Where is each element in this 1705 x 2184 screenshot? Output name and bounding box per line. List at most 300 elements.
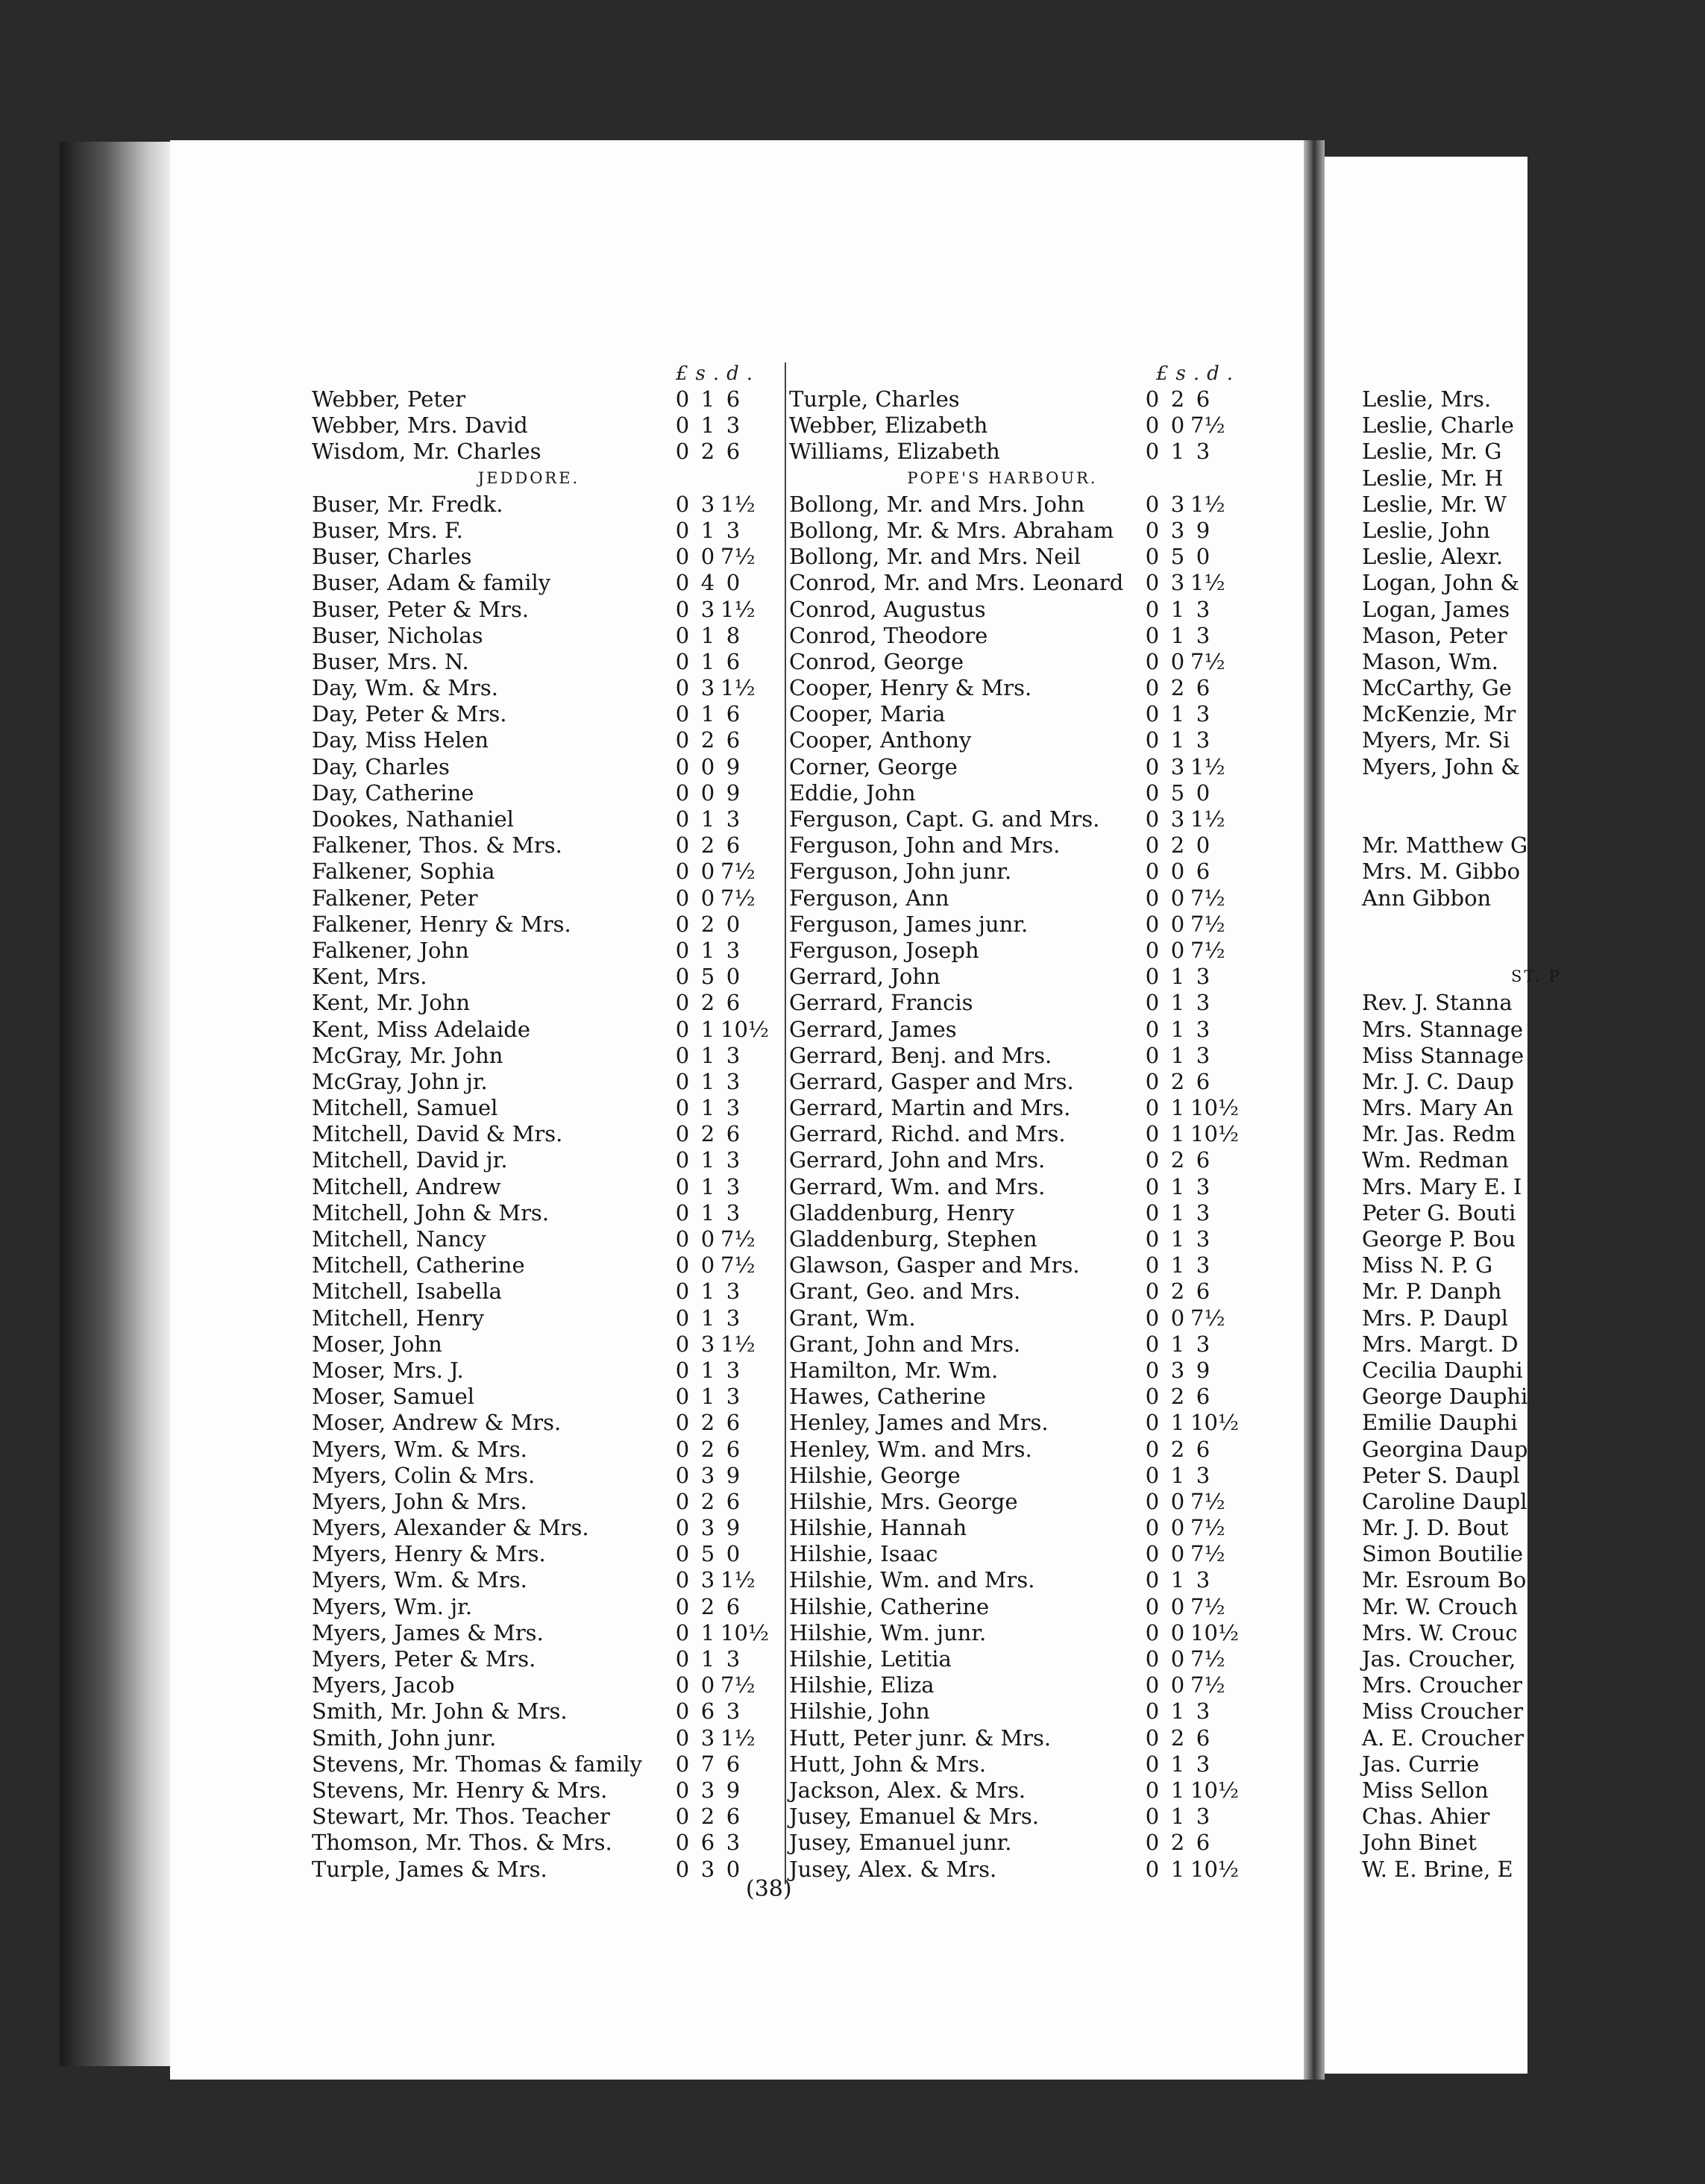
subscription-amount	[670, 1147, 746, 1173]
shillings-value: 2	[1170, 1278, 1185, 1305]
subscriber-name: McKenzie, Mr	[1362, 701, 1516, 727]
subscriber-name: Leslie, John	[1362, 517, 1490, 543]
pence-value: 10½	[1190, 1095, 1240, 1121]
subscriber-row	[312, 1857, 746, 1883]
subscriber-name: Hilshie, Catherine	[789, 1593, 990, 1619]
subscriber-row	[789, 1358, 1216, 1384]
subscriber-name: Turple, Charles	[789, 386, 960, 412]
subscription-amount	[1140, 675, 1216, 701]
pence-value: 6	[1196, 1830, 1211, 1856]
subscription-amount	[1140, 990, 1216, 1016]
subscriber-name: Cooper, Anthony	[789, 727, 972, 753]
pounds-value: 0	[675, 596, 690, 622]
subscriber-name: Mitchell, Nancy	[312, 1226, 486, 1252]
subscriber-row	[789, 1777, 1240, 1804]
pounds-value: 0	[675, 1410, 690, 1436]
subscriber-name: Leslie, Mr. W	[1362, 491, 1507, 517]
pounds-value: 0	[1145, 701, 1160, 727]
shillings-value: 1	[1170, 1199, 1185, 1226]
pounds-value: 0	[1145, 517, 1160, 543]
subscriber-row	[789, 412, 1225, 439]
subscriber-row	[789, 1619, 1240, 1646]
pounds-value: 0	[675, 491, 690, 517]
subscription-amount	[670, 1646, 746, 1672]
subscription-amount	[1140, 1331, 1216, 1358]
subscription-amount	[670, 1069, 746, 1095]
subscriber-row	[312, 1489, 746, 1515]
subscription-amount	[670, 1725, 756, 1751]
subscription-amount	[1140, 1252, 1216, 1278]
subscription-amount	[1140, 1121, 1240, 1147]
pence-value: 10½	[720, 1016, 770, 1042]
subscriber-row	[789, 1593, 1225, 1620]
pounds-value: 0	[675, 1331, 690, 1357]
pence-value: 7½	[1190, 648, 1225, 674]
pence-value: 3	[1196, 1252, 1211, 1278]
pence-value: 6	[1196, 859, 1211, 885]
shillings-value: 2	[1170, 386, 1185, 412]
pence-value: 3	[726, 1173, 741, 1199]
shillings-value: 1	[700, 648, 715, 674]
pounds-value: 0	[1145, 1173, 1160, 1199]
pence-value: 0	[1196, 544, 1211, 570]
shillings-value: 2	[700, 832, 715, 859]
pence-value: 1½	[720, 1331, 756, 1357]
pence-value: 1½	[1190, 753, 1225, 779]
shillings-value: 2	[700, 1488, 715, 1514]
pounds-value: 0	[1145, 596, 1160, 622]
pounds-value: 0	[675, 964, 690, 990]
subscriber-row	[789, 1200, 1216, 1226]
subscription-amount	[670, 832, 746, 859]
subscription-amount	[670, 1016, 770, 1043]
subscription-amount	[670, 439, 746, 465]
subscriber-name: Hilshie, Eliza	[789, 1672, 935, 1698]
subscriber-name: Mitchell, Isabella	[312, 1278, 502, 1305]
pounds-value: 0	[675, 1305, 690, 1331]
subscription-amount	[1140, 491, 1225, 518]
subscription-amount	[670, 1331, 756, 1358]
subscriber-row	[789, 859, 1216, 885]
subscriber-name: Jusey, Alex. & Mrs.	[789, 1856, 997, 1882]
subscriber-row	[312, 412, 746, 439]
subscriber-name: Rev. J. Stanna	[1362, 990, 1513, 1016]
subscription-amount	[1140, 623, 1216, 649]
subscriber-row	[312, 1278, 746, 1305]
subscription-amount	[670, 1698, 746, 1725]
subscriber-name: Webber, Mrs. David	[312, 412, 528, 439]
subscriber-name: Williams, Elizabeth	[789, 439, 1000, 465]
pounds-value: 0	[675, 570, 690, 596]
subscriber-row	[789, 1463, 1216, 1489]
subscriber-name: Mr. J. C. Daup	[1362, 1068, 1514, 1094]
subscriber-row	[312, 1567, 756, 1593]
shillings-value: 5	[1170, 544, 1185, 570]
subscriber-row	[312, 938, 746, 964]
subscriber-row	[789, 1672, 1225, 1698]
subscription-amount	[670, 1410, 746, 1436]
subscription-amount	[1140, 1698, 1216, 1725]
pence-value: 0	[726, 570, 741, 596]
shillings-value: 1	[1170, 1173, 1185, 1199]
pence-value: 7½	[1190, 885, 1225, 911]
subscriber-name: Hilshie, George	[789, 1462, 961, 1488]
pounds-value: 0	[1145, 622, 1160, 648]
subscriber-name: Logan, James	[1362, 596, 1510, 622]
pounds-value: 0	[675, 1384, 690, 1410]
pence-value: 3	[1196, 1199, 1211, 1226]
pounds-value: 0	[1145, 1567, 1160, 1593]
subscriber-name: Myers, James & Mrs.	[312, 1619, 544, 1645]
subscriber-name: Kent, Miss Adelaide	[312, 1016, 531, 1042]
shillings-value: 2	[1170, 1147, 1185, 1173]
subscriber-row	[789, 1095, 1240, 1121]
subscriber-name: John Binet	[1362, 1830, 1477, 1856]
subscriber-row	[312, 1541, 746, 1567]
pounds-value: 0	[675, 701, 690, 727]
subscriber-name: Cooper, Maria	[789, 701, 946, 727]
pence-value: 1½	[720, 1725, 756, 1751]
subscription-amount	[670, 806, 746, 832]
subscriber-name: Leslie, Mrs.	[1362, 386, 1492, 412]
pounds-value: 0	[1145, 885, 1160, 911]
subscriber-name: Leslie, Mr. H	[1362, 465, 1504, 491]
subscription-amount	[670, 1804, 746, 1830]
section-heading: JEDDORE.	[477, 468, 580, 487]
subscriber-name: Gerrard, James	[789, 1016, 957, 1042]
subscriber-name: Ferguson, John and Mrs.	[789, 832, 1061, 859]
shillings-value: 1	[700, 1068, 715, 1094]
subscriber-name: Falkener, Henry & Mrs.	[312, 911, 571, 937]
pounds-value: 0	[675, 1016, 690, 1042]
shillings-value: 0	[700, 1672, 715, 1698]
subscriber-row	[312, 911, 746, 938]
subscriber-name: Grant, Geo. and Mrs.	[789, 1278, 1021, 1305]
subscriber-row	[312, 1777, 746, 1804]
pounds-value: 0	[1145, 1199, 1160, 1226]
shillings-value: 0	[1170, 859, 1185, 885]
subscription-amount	[1140, 1200, 1216, 1226]
subscriber-name: Mr. J. D. Bout	[1362, 1515, 1509, 1541]
pence-value: 6	[726, 832, 741, 859]
shillings-value: 3	[1170, 753, 1185, 779]
subscription-amount	[1140, 1646, 1225, 1672]
subscriber-name: Simon Boutilie	[1362, 1541, 1524, 1567]
subscriber-row	[789, 1515, 1225, 1541]
subscriber-name: Hilshie, Letitia	[789, 1646, 952, 1672]
pounds-value: 0	[1145, 1252, 1160, 1278]
subscriber-name: Myers, Mr. Si	[1362, 727, 1510, 753]
subscriber-row	[789, 597, 1216, 623]
subscription-amount	[1140, 1437, 1216, 1463]
pounds-value: 0	[675, 1751, 690, 1777]
pence-value: 9	[726, 1777, 741, 1803]
subscription-amount	[670, 990, 746, 1016]
subscriber-name: Wm. Redman	[1362, 1147, 1509, 1173]
pence-value: 6	[1196, 1147, 1211, 1173]
subscriber-row	[789, 1252, 1216, 1278]
pounds-value: 0	[675, 1593, 690, 1619]
subscription-amount	[670, 1777, 746, 1804]
subscriber-name: Miss Stannage	[1362, 1042, 1525, 1068]
pounds-value: 0	[675, 1646, 690, 1672]
pence-value: 1½	[720, 596, 756, 622]
shillings-value: 1	[700, 1095, 715, 1121]
pounds-value: 0	[675, 990, 690, 1016]
shillings-value: 2	[1170, 675, 1185, 701]
pounds-value: 0	[675, 753, 690, 779]
pence-value: 7½	[720, 544, 756, 570]
pence-value: 3	[1196, 1016, 1211, 1042]
pence-value: 10½	[1190, 1410, 1240, 1436]
subscription-amount	[1140, 1725, 1216, 1751]
pence-value: 7½	[1190, 1646, 1225, 1672]
subscription-amount	[1140, 1358, 1216, 1384]
shillings-value: 1	[1170, 1331, 1185, 1357]
middle-subscriber-column	[789, 386, 1240, 1883]
subscriber-row	[789, 964, 1216, 990]
subscription-amount	[1140, 518, 1216, 544]
subscription-amount	[670, 701, 746, 727]
subscriber-name: Hutt, John & Mrs.	[789, 1751, 987, 1777]
subscriber-name: Moser, Andrew & Mrs.	[312, 1410, 562, 1436]
pence-value: 0	[726, 964, 741, 990]
subscription-amount	[670, 649, 746, 675]
pence-value: 1½	[720, 1567, 756, 1593]
subscription-amount	[670, 491, 756, 518]
pounds-value: 0	[1145, 964, 1160, 990]
pounds-value: 0	[675, 1357, 690, 1383]
subscriber-row	[789, 1174, 1216, 1200]
shillings-value: 1	[1170, 1856, 1185, 1882]
pence-value: 3	[726, 517, 741, 543]
pounds-value: 0	[1145, 1725, 1160, 1751]
pounds-value: 0	[675, 1147, 690, 1173]
pence-value: 3	[1196, 1226, 1211, 1252]
shillings-value: 6	[700, 1698, 715, 1725]
shillings-value: 3	[700, 1856, 715, 1882]
shillings-value: 2	[700, 439, 715, 465]
subscriber-name: Myers, John & Mrs.	[312, 1488, 527, 1514]
subscription-amount	[1140, 386, 1216, 412]
subscriber-row	[789, 1488, 1225, 1515]
shillings-value: 1	[700, 1147, 715, 1173]
subscription-amount	[1140, 937, 1225, 964]
subscriber-name: Glawson, Gasper and Mrs.	[789, 1252, 1080, 1278]
pence-value: 3	[1196, 1173, 1211, 1199]
pence-value: 7½	[1190, 1541, 1225, 1567]
shillings-value: 0	[700, 1252, 715, 1278]
pounds-value: 0	[1145, 1830, 1160, 1856]
subscriber-row	[789, 1567, 1216, 1593]
shillings-value: 1	[700, 1384, 715, 1410]
pounds-value: 0	[675, 1173, 690, 1199]
pence-value: 6	[726, 1436, 741, 1462]
subscription-amount	[670, 938, 746, 964]
subscription-amount	[1140, 1567, 1216, 1593]
pence-value: 7½	[1190, 911, 1225, 937]
shillings-value: 1	[700, 701, 715, 727]
subscriber-name: Gladdenburg, Stephen	[789, 1226, 1037, 1252]
subscriber-name: Henley, James and Mrs.	[789, 1410, 1049, 1436]
subscription-amount	[1140, 1069, 1216, 1095]
shillings-value: 1	[1170, 1804, 1185, 1830]
pounds-value: 0	[1145, 1619, 1160, 1645]
pounds-value: 0	[1145, 990, 1160, 1016]
pence-value: 3	[726, 1199, 741, 1226]
pounds-value: 0	[1145, 832, 1160, 859]
pence-value: 8	[726, 622, 741, 648]
subscriber-row	[789, 1410, 1240, 1436]
shillings-value: 3	[700, 1567, 715, 1593]
pence-value: 3	[1196, 622, 1211, 648]
pence-value: 3	[726, 1305, 741, 1331]
pounds-value: 0	[675, 1252, 690, 1278]
subscriber-row	[312, 570, 746, 596]
shillings-value: 2	[700, 1410, 715, 1436]
pounds-value: 0	[1145, 1305, 1160, 1331]
pounds-value: 0	[1145, 1121, 1160, 1147]
pounds-value: 0	[1145, 412, 1160, 439]
subscription-amount	[670, 1489, 746, 1515]
subscription-amount	[1140, 570, 1225, 596]
subscriber-row	[312, 885, 756, 911]
subscriber-row	[312, 754, 746, 780]
subscription-amount	[670, 1567, 756, 1593]
pounds-value: 0	[675, 1095, 690, 1121]
subscriber-row	[789, 1305, 1225, 1331]
shillings-value: 1	[700, 517, 715, 543]
subscriber-row	[312, 1305, 746, 1331]
pounds-value: 0	[1145, 648, 1160, 674]
subscription-amount	[670, 570, 746, 596]
pence-value: 9	[726, 1462, 741, 1488]
subscriber-name: Hawes, Catherine	[789, 1384, 986, 1410]
pounds-value: 0	[1145, 386, 1160, 412]
subscriber-row	[312, 780, 746, 806]
shillings-value: 2	[700, 911, 715, 937]
subscriber-name: Webber, Elizabeth	[789, 412, 988, 439]
pence-value: 1½	[720, 491, 756, 517]
subscriber-name: Moser, Samuel	[312, 1384, 475, 1410]
shillings-value: 2	[700, 727, 715, 753]
subscriber-name: Mitchell, David & Mrs.	[312, 1121, 563, 1147]
pounds-value: 0	[675, 1541, 690, 1567]
subscriber-name: Buser, Nicholas	[312, 622, 483, 648]
pence-value: 9	[726, 1515, 741, 1541]
subscriber-name: Emilie Dauphi	[1362, 1410, 1518, 1436]
pence-value: 6	[726, 648, 741, 674]
pounds-value: 0	[675, 648, 690, 674]
pounds-value: 0	[675, 1278, 690, 1305]
pounds-value: 0	[675, 675, 690, 701]
subscriber-row	[789, 1830, 1216, 1856]
shillings-value: 0	[1170, 412, 1185, 439]
pounds-value: 0	[675, 1226, 690, 1252]
shillings-value: 1	[700, 622, 715, 648]
pounds-value: 0	[1145, 1384, 1160, 1410]
subscription-amount	[670, 412, 746, 439]
pence-value: 3	[726, 1147, 741, 1173]
subscriber-name: Hamilton, Mr. Wm.	[789, 1357, 999, 1383]
subscriber-row	[312, 1252, 756, 1278]
pence-value: 3	[1196, 1042, 1211, 1068]
subscriber-name: McGray, Mr. John	[312, 1042, 503, 1068]
subscription-amount	[1140, 1619, 1240, 1646]
subscriber-name: Grant, Wm.	[789, 1305, 916, 1331]
subscriber-row	[312, 675, 756, 701]
subscriber-name: Mrs. Mary An	[1362, 1095, 1513, 1121]
subscriber-row	[789, 1331, 1216, 1358]
subscriber-row	[789, 386, 1216, 412]
subscriber-name: Cecilia Dauphi	[1362, 1357, 1523, 1383]
pence-value: 7½	[1190, 1593, 1225, 1619]
pounds-value: 0	[675, 779, 690, 806]
subscription-amount	[670, 675, 756, 701]
subscriber-name: Kent, Mr. John	[312, 990, 471, 1016]
subscriber-name: Hilshie, John	[789, 1698, 930, 1725]
subscription-amount	[1140, 1278, 1216, 1305]
subscription-amount	[670, 1541, 746, 1567]
section-heading: POPE'S HARBOUR.	[907, 468, 1098, 487]
subscriber-name: Stevens, Mr. Henry & Mrs.	[312, 1777, 608, 1803]
shillings-value: 3	[700, 675, 715, 701]
subscriber-name: Day, Miss Helen	[312, 727, 489, 753]
shillings-value: 1	[1170, 1698, 1185, 1725]
subscriber-row	[312, 1410, 746, 1436]
subscriber-row	[312, 964, 746, 990]
subscriber-name: Eddie, John	[789, 779, 916, 806]
pence-value: 1½	[1190, 570, 1225, 596]
pence-value: 3	[726, 806, 741, 832]
subscriber-name: Falkener, John	[312, 937, 469, 963]
pence-value: 10½	[1190, 1777, 1240, 1803]
subscription-amount	[1140, 1777, 1240, 1804]
shillings-value: 0	[700, 859, 715, 885]
shillings-value: 1	[1170, 1095, 1185, 1121]
subscriber-row	[312, 832, 746, 859]
subscriber-name: Moser, John	[312, 1331, 442, 1357]
subscriber-row	[789, 911, 1225, 938]
pounds-value: 0	[675, 1462, 690, 1488]
pence-value: 6	[726, 1593, 741, 1619]
subscriber-name: Caroline Daupl	[1362, 1488, 1527, 1514]
subscriber-row	[789, 753, 1225, 780]
subscription-amount	[670, 1226, 756, 1252]
subscriber-name: W. E. Brine, E	[1362, 1856, 1513, 1882]
subscriber-name: Buser, Peter & Mrs.	[312, 596, 530, 622]
pence-value: 3	[1196, 1462, 1211, 1488]
subscriber-name: Hilshie, Hannah	[789, 1515, 967, 1541]
pounds-value: 0	[675, 911, 690, 937]
pounds-value: 0	[1145, 1698, 1160, 1725]
shillings-value: 1	[1170, 1567, 1185, 1593]
subscriber-row	[312, 1121, 746, 1147]
pounds-value: 0	[675, 1777, 690, 1803]
subscriber-row	[789, 1226, 1216, 1252]
subscription-amount	[1140, 964, 1216, 990]
subscription-amount	[1140, 727, 1216, 753]
subscriber-row	[312, 1751, 746, 1777]
pounds-value: 0	[1145, 1278, 1160, 1305]
subscriber-row	[789, 990, 1216, 1016]
pence-value: 7½	[1190, 1672, 1225, 1698]
subscriber-row	[789, 1278, 1216, 1305]
pounds-value: 0	[1145, 1357, 1160, 1383]
shillings-value: 0	[1170, 1672, 1185, 1698]
subscription-amount	[1140, 806, 1225, 832]
pence-value: 6	[1196, 1068, 1211, 1094]
